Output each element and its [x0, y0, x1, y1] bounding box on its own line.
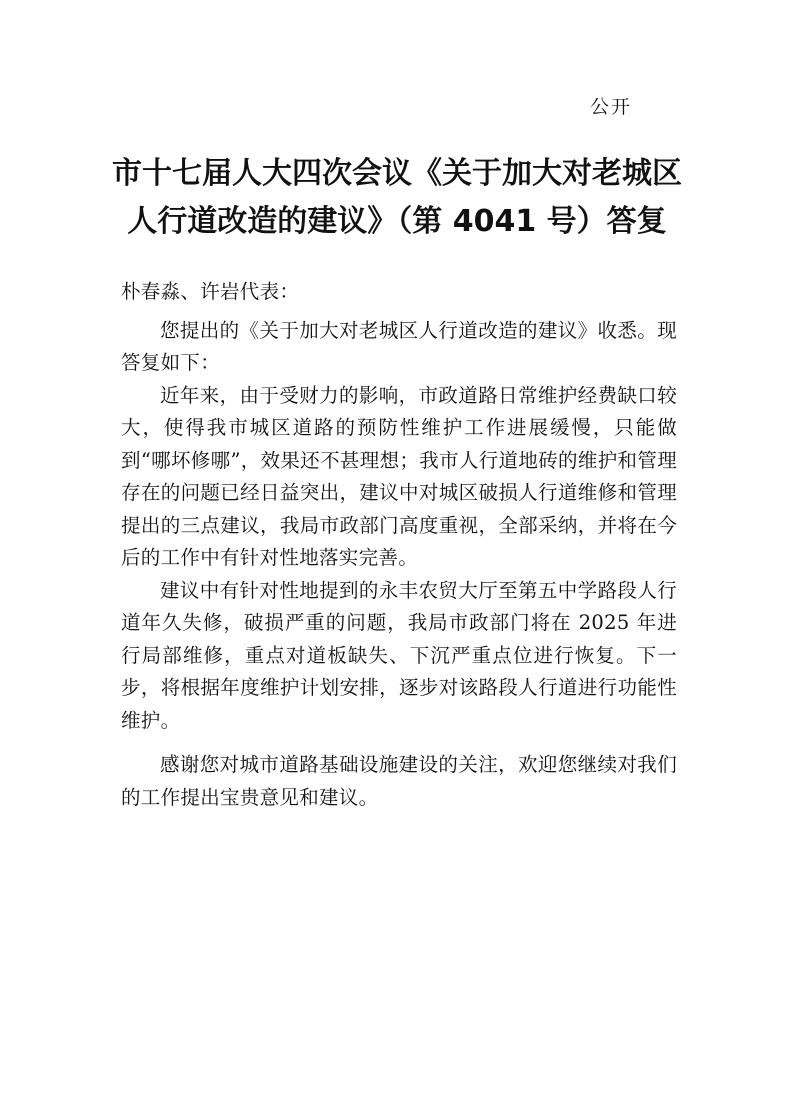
document-title: [110, 150, 684, 246]
salutation: 朴春淼、许岩代表：: [121, 280, 300, 303]
paragraph-acknowledgement: 您提出的《关于加大对老城区人行道改造的建议》收悉。现答复如下：: [121, 318, 677, 374]
title-line-1: 市十七届人大四次会议《关于加大对老城区: [112, 156, 682, 191]
letter-body: [121, 276, 677, 814]
paragraph-background: 近年来，由于受财力的影响，市政道路日常维护经费缺口较大，使得我市城区道路的预防性维护工作进展缓慢，只能做到“哪坏修哪”，效果还不甚理想；我市人行道地砖的维护和管理存在的问题已经日益突出，建议中对城区破损人行道维修和管理提出的三点建议，我局市政部门高度重视，全部采纳，并将在今后的工作中有针对性地落实完善。: [121, 383, 677, 569]
paragraph-closing: 感谢您对城市道路基础设施建设的关注，欢迎您继续对我们的工作提出宝贵意见和建议。: [121, 753, 677, 809]
disclosure-label: 公开: [590, 96, 633, 118]
title-line-2: 人行道改造的建议》（第 4041 号）答复: [127, 204, 667, 239]
paragraph-repair-plan: 建议中有针对性地提到的永丰农贸大厅至第五中学路段人行道年久失修，破损严重的问题，我局市政部门将在 2025 年进行局部维修，重点对道板缺失、下沉严重点位进行恢复。下一步，将根据年度维护计划安排，逐步对该路段人行道进行功能性维护。: [121, 578, 677, 732]
